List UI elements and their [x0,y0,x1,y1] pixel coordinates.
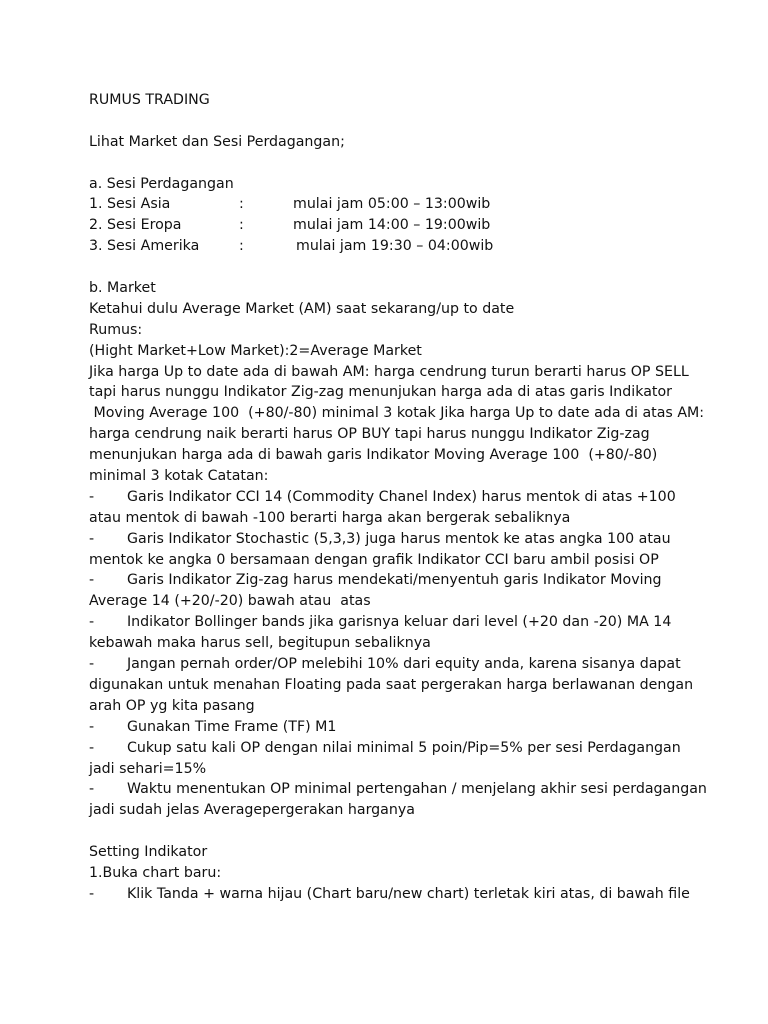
note-item [89,779,729,800]
note-item [89,487,729,508]
session-name: 1. Sesi Asia [89,196,171,213]
note-continuation: digunakan untuk menahan Floating pada saat pergerakan harga berlawanan dengan [89,676,694,693]
section-b-heading: b. Market [89,280,156,297]
paragraph-line: tapi harus nunggu Indikator Zig-zag menunjukan harga ada di atas garis Indikator [89,384,672,401]
bullet-dash: - [89,656,95,673]
paragraph-line: Moving Average 100 (+80/-80) minimal 3 kotak Jika harga Up to date ada di atas AM: [89,405,705,422]
section-a-heading: a. Sesi Perdagangan [89,175,234,192]
note-text: Waktu menentukan OP minimal pertengahan / menjelang akhir sesi perdagangan [127,781,707,798]
session-colon: : [239,196,244,213]
settings-step: 1.Buka chart baru: [89,864,222,881]
note-item [89,717,729,738]
note-item [89,612,729,633]
session-row [89,215,729,236]
note-continuation: atau mentok di bawah -100 berarti harga akan bergerak sebaliknya [89,509,571,526]
paragraph-line: menunjukan harga ada di bawah garis Indikator Moving Average 100 (+80/-80) [89,447,658,464]
note-item [89,884,729,905]
note-item [89,529,729,550]
note-continuation: Average 14 (+20/-20) bawah atau atas [89,593,371,610]
note-text: Gunakan Time Frame (TF) M1 [127,718,337,735]
bullet-dash: - [89,488,95,505]
session-colon: : [239,238,244,255]
session-colon: : [239,217,244,234]
note-text: Jangan pernah order/OP melebihi 10% dari equity anda, karena sisanya dapat [127,656,681,673]
session-name: 2. Sesi Eropa [89,217,182,234]
paragraph-line: minimal 3 kotak Catatan: [89,468,269,485]
bullet-dash: - [89,572,95,589]
note-text: Garis Indikator Zig-zag harus mendekati/menyentuh garis Indikator Moving [127,572,662,589]
note-continuation: kebawah maka harus sell, begitupun sebaliknya [89,635,431,652]
note-continuation: arah OP yg kita pasang [89,697,255,714]
note-continuation: jadi sudah jelas Averagepergerakan harganya [89,802,415,819]
note-continuation: jadi sehari=15% [89,760,207,777]
document-body [89,90,729,905]
note-text: Indikator Bollinger bands jika garisnya keluar dari level (+20 dan -20) MA 14 [127,614,672,631]
paragraph-line: Rumus: [89,321,143,338]
session-time: mulai jam 05:00 – 13:00wib [293,196,491,213]
settings-heading: Setting Indikator [89,844,208,861]
note-text: Cukup satu kali OP dengan nilai minimal 5 poin/Pip=5% per sesi Perdagangan [127,739,681,756]
note-text: Garis Indikator Stochastic (5,3,3) juga harus mentok ke atas angka 100 atau [127,530,671,547]
bullet-dash: - [89,718,95,735]
note-text: Klik Tanda + warna hijau (Chart baru/new chart) terletak kiri atas, di bawah file [127,885,690,902]
bullet-dash: - [89,530,95,547]
paragraph-line: (Hight Market+Low Market):2=Average Market [89,342,422,359]
bullet-dash: - [89,739,95,756]
session-row [89,194,729,215]
note-item [89,570,729,591]
paragraph-line: harga cendrung naik berarti harus OP BUY tapi harus nunggu Indikator Zig-zag [89,426,650,443]
note-text: Garis Indikator CCI 14 (Commodity Chanel Index) harus mentok di atas +100 [127,488,676,505]
note-item [89,738,729,759]
paragraph-line: Ketahui dulu Average Market (AM) saat sekarang/up to date [89,300,515,317]
bullet-dash: - [89,614,95,631]
intro-text: Lihat Market dan Sesi Perdagangan; [89,133,345,150]
session-time: mulai jam 14:00 – 19:00wib [293,217,491,234]
session-time: mulai jam 19:30 – 04:00wib [296,238,494,255]
document-title: RUMUS TRADING [89,92,210,108]
session-row [89,236,729,257]
note-item [89,654,729,675]
bullet-dash: - [89,781,95,798]
bullet-dash: - [89,885,95,902]
note-continuation: mentok ke angka 0 bersamaan dengan grafik Indikator CCI baru ambil posisi OP [89,551,659,568]
session-name: 3. Sesi Amerika [89,238,200,255]
paragraph-line: Jika harga Up to date ada di bawah AM: harga cendrung turun berarti harus OP SELL [89,363,689,380]
